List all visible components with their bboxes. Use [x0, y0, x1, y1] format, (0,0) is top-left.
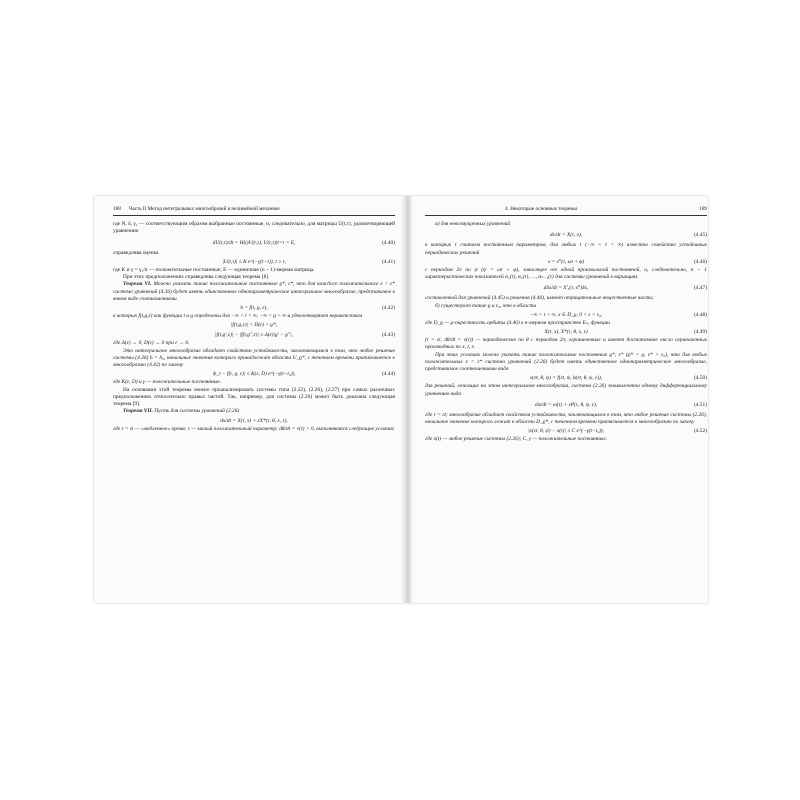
- equation-number: (4.42): [381, 305, 395, 311]
- right-page: [425, 206, 707, 444]
- equation-4-43: [113, 330, 395, 340]
- equation-expression: X(τ, x), X*(τ, θ, x, ε): [544, 329, 588, 335]
- equation-4-43a: [113, 320, 395, 330]
- equation-number: (4.50): [693, 375, 707, 382]
- equation-4-51: [425, 398, 707, 412]
- paragraph: где τ = εt — «медленное» время; ε — малый положительный параметр; dθ/dt = ν(τ) > 0, выполняются следующие условия:: [113, 425, 395, 432]
- theorem-heading: Теорема VII.: [123, 408, 153, 415]
- paragraph: где Δ(ε) → 0, D(ε) → 0 при ε → 0.: [113, 340, 190, 347]
- paragraph: составленной для уравнений (4.45) и решения (4.46), имеют отрицательные вещественные части;: [425, 295, 654, 302]
- equation-system-2-26: [113, 416, 395, 426]
- equation-number: (4.46): [693, 258, 707, 265]
- paragraph: для решений, лежащих на этом интегральном многообразии, система (2.26) эквивалентна одному дифференциальному уравнению вида: [425, 383, 707, 397]
- equation-expression: dψ/dt = ω(τ) + εP(τ, θ, ψ, ε),: [534, 401, 598, 408]
- equation-expression: |U(t,τ)| ≤ K e^(−γ(t−τ)), t ≥ τ,: [222, 258, 286, 265]
- equation-expression: dx/dt = X(τ, x) + εX*(τ, θ, x, ε),: [220, 417, 288, 424]
- equation-expression: dU(t,τ)/dt = H(t)U(t,τ), U(t,τ)|t=τ = E,: [212, 239, 296, 246]
- equation-4-48: [425, 310, 707, 320]
- equation-expression: dδx/dt = X′ₓ(τ, x⁰)δx,: [543, 285, 589, 292]
- equation-expression: −∞ < t < ∞, x ∈ D_ϱ, 0 < ε < ε₀,: [529, 311, 603, 318]
- paragraph: в которых τ считаем постоянным параметром, для любых τ (−∞ < τ < ∞) известно семейство устойчивых периодических решений: [425, 242, 707, 256]
- equation-expression: h = f(t, g, ε),: [240, 305, 268, 311]
- equation-4-42: [113, 303, 395, 313]
- equation-4-41: [113, 257, 395, 267]
- equation-number: (4.51): [693, 401, 707, 408]
- equation-number: (4.44): [381, 371, 395, 378]
- equation-4-45: [425, 228, 707, 242]
- equation-number: (4.43): [381, 332, 395, 339]
- equation-4-40: [113, 236, 395, 250]
- right-page-header: [425, 206, 707, 216]
- equation-expression: dx/dt = X(τ, x),: [549, 232, 583, 239]
- equation-4-49: [425, 327, 707, 337]
- paragraph: справедлива оценка: [113, 249, 159, 256]
- equation-4-52: [425, 426, 707, 436]
- paragraph: При этих условиях можно указать такие положительные постоянные ϱ*, ε* (ϱ* < ϱ, ε* < ε₀), что для любых положительных ε < ε* система уравнений (2.26) будет иметь единственное однопараметрическое многообразие, представимое соотношениями вида: [425, 351, 707, 372]
- paragraph: где K(ε, D) и γ — положительные постоянные.: [113, 379, 222, 386]
- paragraph: в которых f(t,g,ε) как функции t и g определены для −∞ < t < ∞, −∞ < g < ∞ и удовлетворяют неравенствам: [113, 313, 363, 319]
- equation-expression: |x(εt, θ, ψ) − x(t)| ≤ C e^(−γ(t−t₀)),: [528, 428, 604, 435]
- equation-number: (4.40): [381, 239, 395, 246]
- theorem-text: Можно указать такие положительные постоянные ϱ*, ε*, что для каждого положительного ε < ε* система уравнений (4.36) будет иметь единственное однопараметрическое интегральное многообразие, представимое в явном виде соотношениями: [113, 281, 395, 302]
- right-running-title: 4. Некоторые основные теоремы: [505, 206, 578, 212]
- book-gutter: [401, 196, 413, 603]
- theorem-vii: [113, 408, 395, 415]
- paragraph: где N, δ, γ₁ — соответствующим образом выбранные постоянные, и, следовательно, для матрицы U(t,τ), удовлетворяющей уравнению: [113, 221, 395, 235]
- paragraph: где x(t) — любое решение системы (2.26); C, γ — положительные постоянные.: [425, 436, 608, 443]
- equation-number: (4.45): [693, 232, 707, 239]
- equation-4-46: [425, 257, 707, 267]
- paragraph: При этих предположениях справедлива следующая теорема [8].: [123, 274, 270, 280]
- paragraph: На основании этой теоремы можно проанализировать системы типа (2.22), (2.26), (2.27) при самых различных предположениях относительно правых частей. Так, например, для системы (2.26) может быть доказана следующая теорема [9].: [113, 386, 395, 407]
- equation-expression: |f(t,g′,ε)| − |f(t,g″,ε)| ≤ Δ(ε)|g′ − g″|,: [215, 332, 293, 339]
- equation-number: (4.41): [381, 258, 395, 265]
- equation-number: (4.47): [693, 285, 707, 292]
- paragraph: где D_ϱ — ϱ-окрестность орбиты (4.46) в n-мерном пространстве Eₙ, функции: [425, 319, 610, 326]
- right-page-number: 189: [699, 206, 707, 212]
- equation-number: (4.48): [693, 311, 707, 318]
- left-page-number: 188: [113, 206, 121, 212]
- equation-4-44: [113, 369, 395, 379]
- paragraph: где τ = εt; многообразие обладает свойством устойчивости, заключающимся в том, что любое решение системы (2.26), начальное значение которого лежит в области D_ϱ*, с течением времени притягивается к многообразию по закону: [425, 411, 707, 425]
- equation-expression: |f(t,g,ε)| < D(ε) < ϱ*,: [230, 322, 278, 329]
- equation-4-47: [425, 281, 707, 295]
- theorem-text: Пусть для системы уравнений (2.26): [154, 408, 240, 415]
- left-running-title: Часть II Метод интегральных многообразий в нелинейной механике: [129, 206, 280, 212]
- equation-4-50: [425, 373, 707, 383]
- left-page-header: [113, 206, 395, 216]
- left-page: [113, 206, 395, 433]
- equation-expression: x = x⁰(τ, ωt + φ): [547, 258, 585, 265]
- theorem-vi: [113, 281, 395, 303]
- paragraph: б) существуют такие ϱ и ε₀, что в области: [435, 302, 537, 309]
- equation-number: (4.52): [693, 428, 707, 435]
- paragraph: Это интегральное многообразие обладает свойством устойчивости, заключающимся в том, что любое решение системы (4.36) h = h₀, начальные значения которого принадлежат области U_ϱ*, с течением времени притягивается к многообразию (4.42) по закону: [113, 347, 395, 368]
- equation-number: (4.49): [693, 329, 707, 335]
- paragraph: (τ = εt, dθ/dt = ν(τ)) — периодические по θ с периодом 2π, ограниченные и имеют достаточное число ограниченных производных по x, t, ε.: [425, 337, 707, 351]
- equation-expression: |h_t − f(t, g, ε)| ≤ K(ε, D) e^(−γ(t−t₀)),: [212, 371, 296, 378]
- equation-expression: x(εt, θ, ψ) = f(εt, ψ, h(εt, θ, ψ, ε)),: [529, 375, 603, 382]
- paragraph: с периодом 2π по ψ (ψ = ωt + φ), зависящее от одной произвольной постоянной, и, следовательно, n − 1 характеристических показателей α₁(τ), α₂(τ), …, αₙ₋₁(τ) для системы уравнений в вариациях: [425, 266, 707, 280]
- paragraph: где K и γ = γ₁/n — положительные постоянные; E — единичная (n − 1)-мерная матрица.: [113, 266, 315, 273]
- theorem-heading: Теорема VI.: [123, 281, 152, 288]
- paragraph: а) для невозмущенных уравнений: [435, 221, 511, 227]
